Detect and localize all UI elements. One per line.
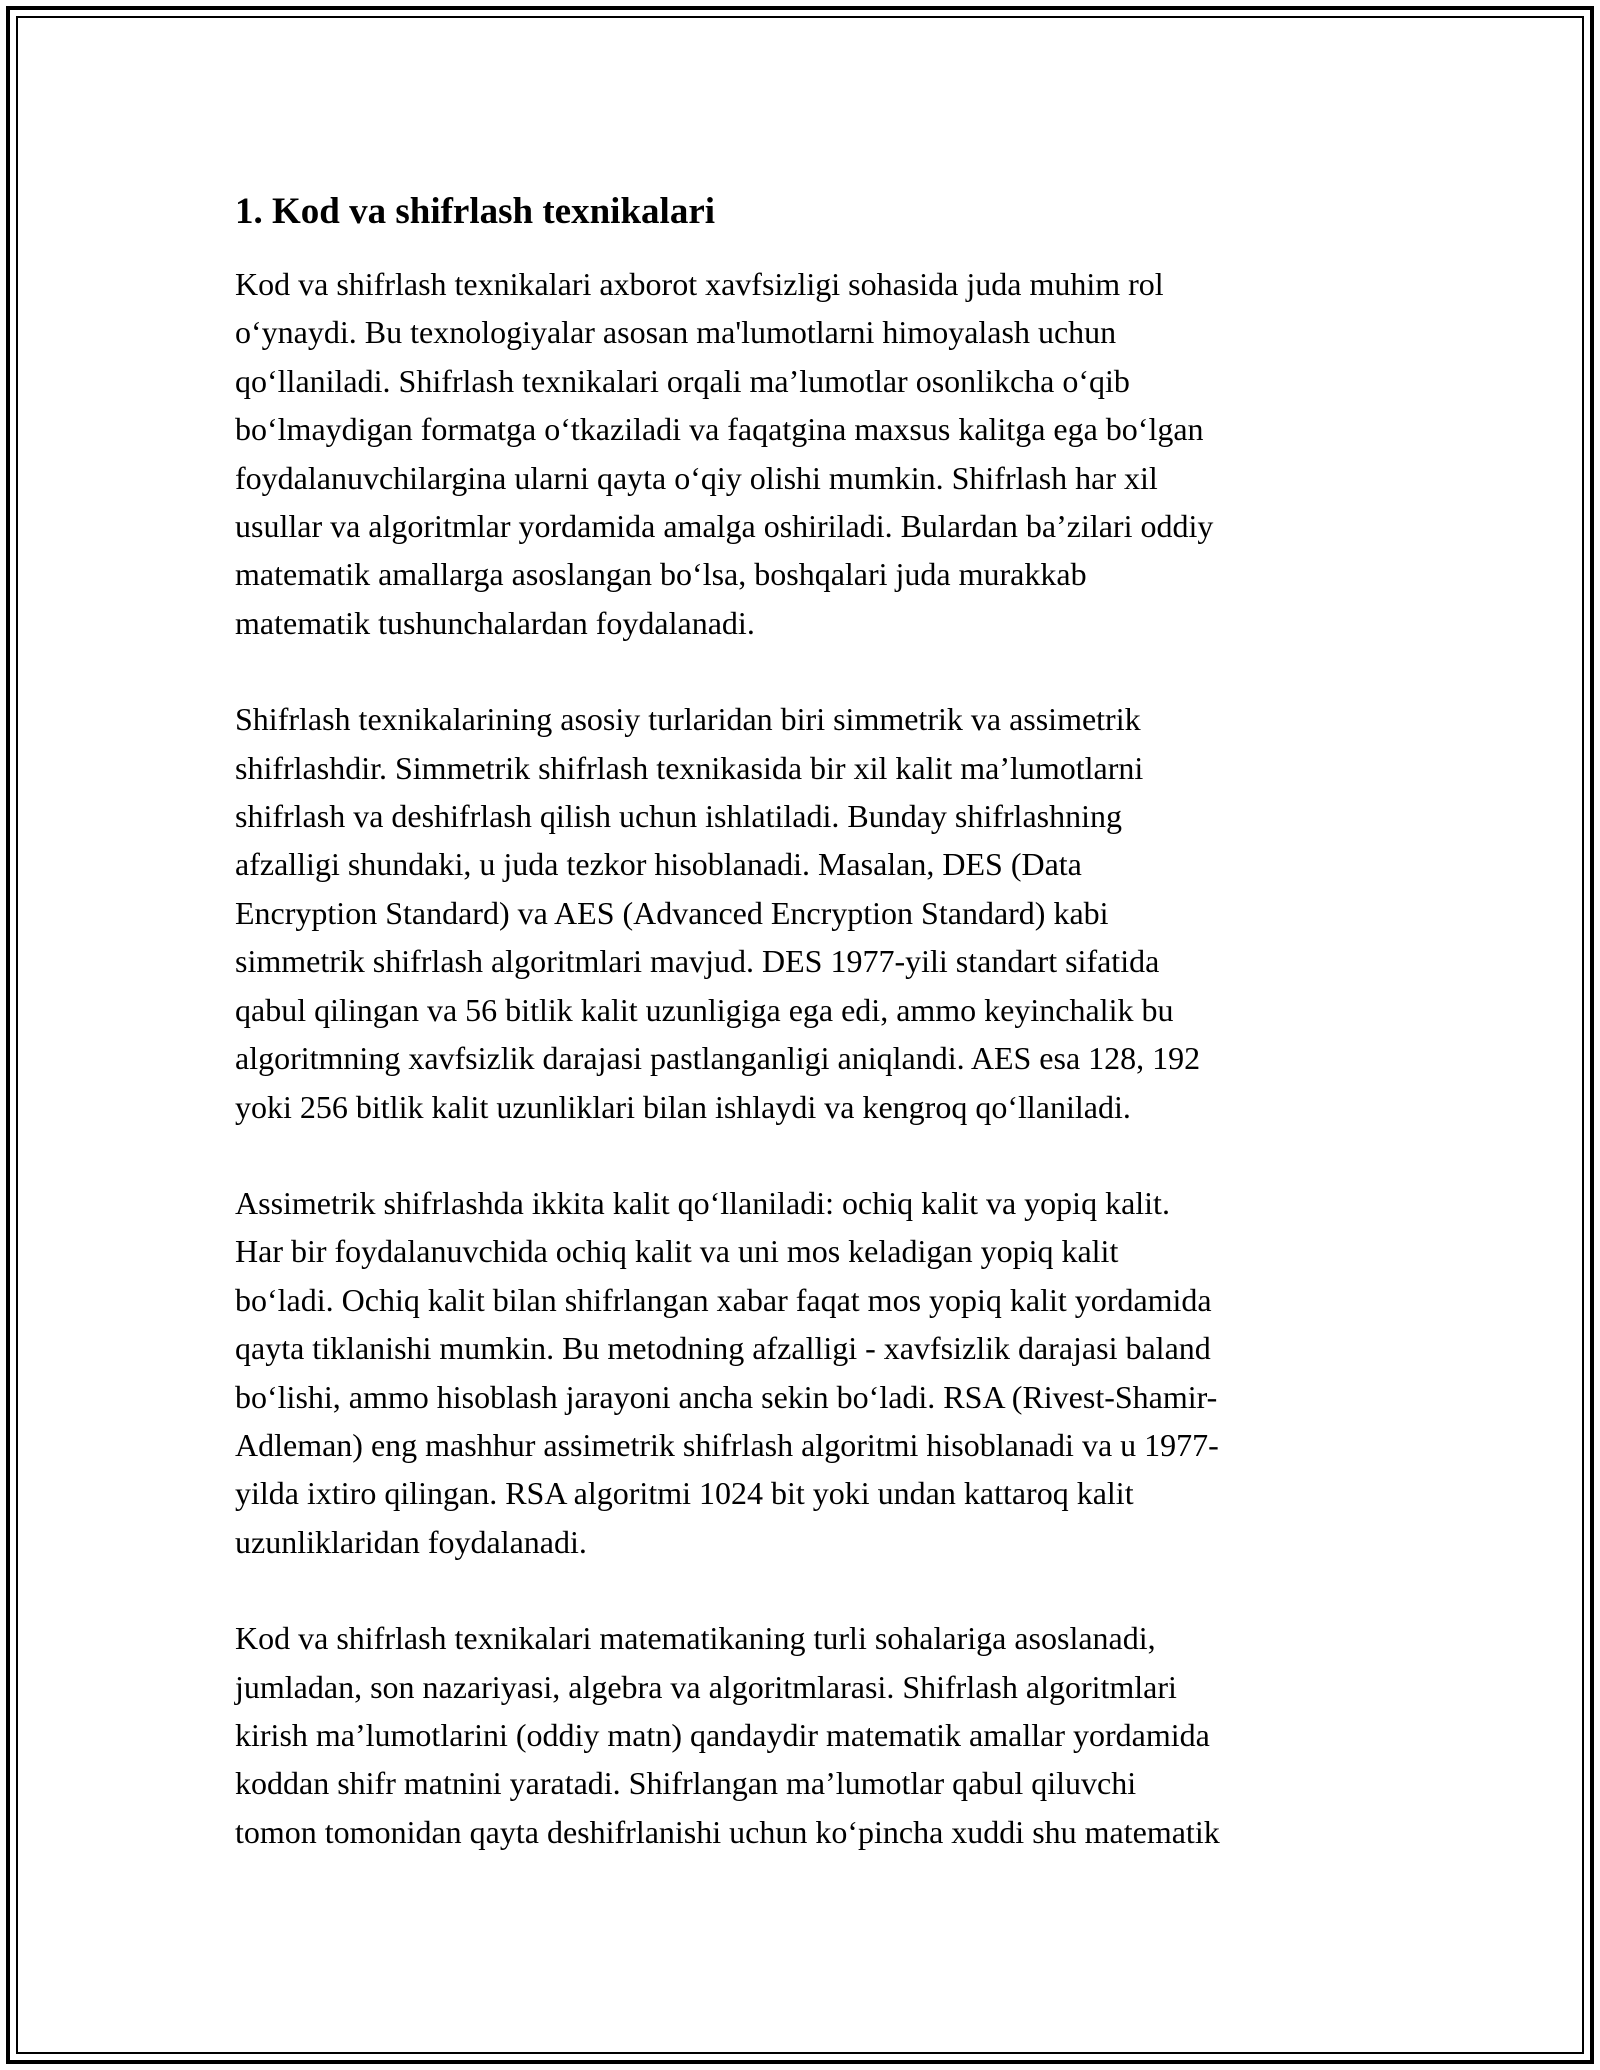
text-line: shifrlashdir. Simmetrik shifrlash texnikasida bir xil kalit ma’lumotlarni — [235, 749, 1144, 786]
text-line: Kod va shifrlash texnikalari matematikaning turli sohalariga asoslanadi, — [235, 1620, 1156, 1657]
document-body — [235, 188, 1385, 1904]
text-line: bo‘lmaydigan formatga o‘tkaziladi va faqatgina maxsus kalitga ega bo‘lgan — [235, 411, 1204, 448]
paragraph — [235, 1179, 1385, 1566]
text-line: Har bir foydalanuvchida ochiq kalit va uni mos keladigan yopiq kalit — [235, 1233, 1119, 1270]
text-line: Kod va shifrlash texnikalari axborot xavfsizligi sohasida juda muhim rol — [235, 266, 1164, 302]
text-line: koddan shifr matnini yaratadi. Shifrlangan ma’lumotlar qabul qiluvchi — [235, 1765, 1137, 1802]
text-line: uzunliklaridan foydalanadi. — [235, 1523, 587, 1560]
text-line: bo‘ladi. Ochiq kalit bilan shifrlangan xabar faqat mos yopiq kalit yordamida — [235, 1281, 1212, 1318]
text-line: matematik tushunchalardan foydalanadi. — [235, 604, 755, 641]
text-line: yoki 256 bitlik kalit uzunliklari bilan ishlaydi va kengroq qo‘llaniladi. — [235, 1088, 1131, 1125]
text-line: o‘ynaydi. Bu texnologiyalar asosan ma'lumotlarni himoyalash uchun — [235, 314, 1117, 351]
text-line: tomon tomonidan qayta deshifrlanishi uchun ko‘pincha xuddi shu matematik — [235, 1813, 1220, 1850]
text-line: Assimetrik shifrlashda ikkita kalit qo‘llaniladi: ochiq kalit va yopiq kalit. — [235, 1184, 1170, 1221]
text-line: algoritmning xavfsizlik darajasi pastlanganligi aniqlandi. AES esa 128, 192 — [235, 1040, 1201, 1077]
paragraph — [235, 1614, 1385, 1856]
text-line: kirish ma’lumotlarini (oddiy matn) qandaydir matematik amallar yordamida — [235, 1716, 1210, 1753]
text-line: qo‘llaniladi. Shifrlash texnikalari orqali ma’lumotlar osonlikcha o‘qib — [235, 362, 1130, 399]
paragraph — [235, 695, 1385, 1131]
text-line: bo‘lishi, ammo hisoblash jarayoni ancha sekin bo‘ladi. RSA (Rivest-Shamir- — [235, 1378, 1218, 1415]
text-line: Encryption Standard) va AES (Advanced Encryption Standard) kabi — [235, 894, 1109, 931]
text-line: matematik amallarga asoslangan bo‘lsa, boshqalari juda murakkab — [235, 556, 1087, 593]
text-line: foydalanuvchilargina ularni qayta o‘qiy olishi mumkin. Shifrlash har xil — [235, 459, 1158, 496]
text-line: Shifrlash texnikalarining asosiy turlaridan biri simmetrik va assimetrik — [235, 701, 1141, 738]
paragraph-list — [235, 260, 1385, 1856]
text-line: shifrlash va deshifrlash qilish uchun ishlatiladi. Bunday shifrlashning — [235, 798, 1122, 835]
text-line: qayta tiklanishi mumkin. Bu metodning afzalligi - xavfsizlik darajasi baland — [235, 1330, 1211, 1367]
text-line: usullar va algoritmlar yordamida amalga oshiriladi. Bulardan ba’zilari oddiy — [235, 508, 1214, 545]
paragraph — [235, 260, 1385, 647]
section-heading: 1. Kod va shifrlash texnikalari — [235, 191, 716, 232]
text-line: simmetrik shifrlash algoritmlari mavjud. DES 1977-yili standart sifatida — [235, 943, 1160, 980]
text-line: afzalligi shundaki, u juda tezkor hisoblanadi. Masalan, DES (Data — [235, 846, 1082, 883]
text-line: jumladan, son nazariyasi, algebra va algoritmlarasi. Shifrlash algoritmlari — [235, 1668, 1177, 1705]
text-line: qabul qilingan va 56 bitlik kalit uzunligiga ega edi, ammo keyinchalik bu — [235, 991, 1174, 1028]
text-line: Adleman) eng mashhur assimetrik shifrlash algoritmi hisoblanadi va u 1977- — [235, 1426, 1219, 1463]
text-line: yilda ixtiro qilingan. RSA algoritmi 1024 bit yoki undan kattaroq kalit — [235, 1475, 1134, 1512]
